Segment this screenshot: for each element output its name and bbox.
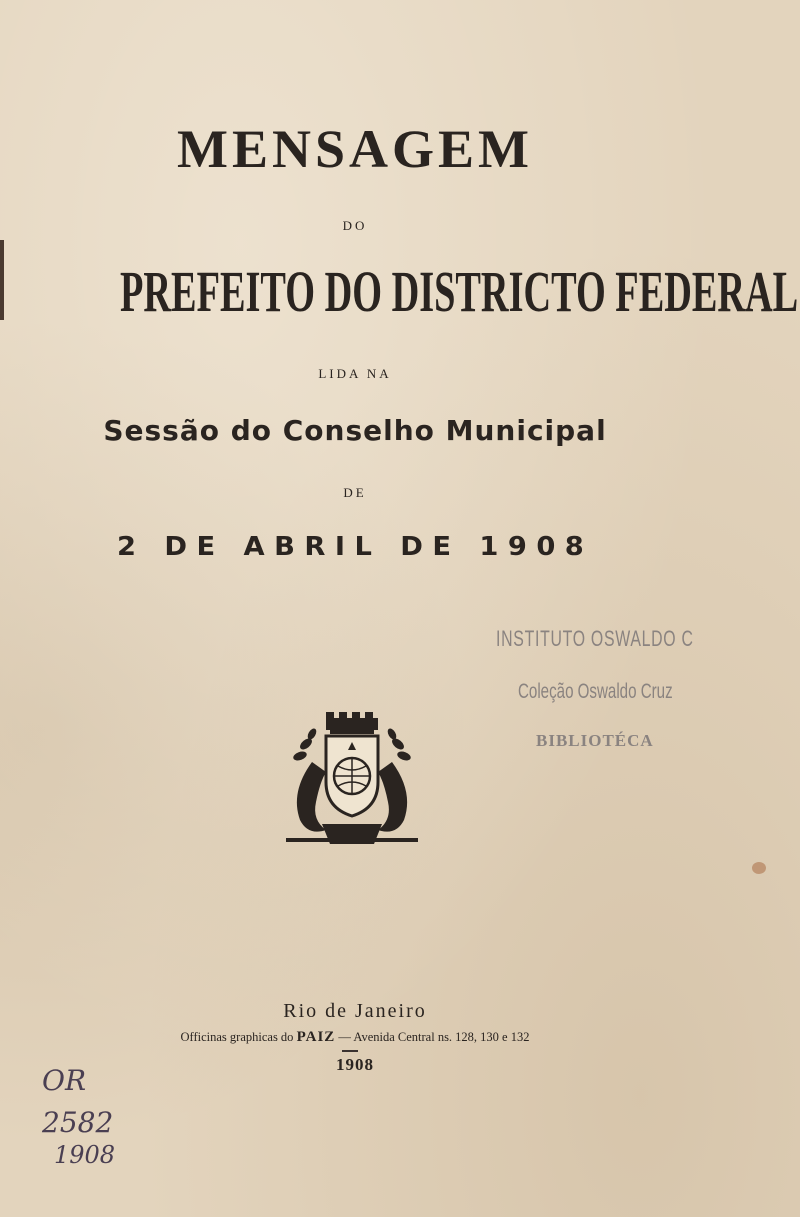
printer-suffix: — Avenida Central ns. 128, 130 e 132 <box>338 1030 530 1044</box>
printer-name: PAIZ <box>296 1029 336 1045</box>
imprint-divider <box>342 1050 358 1052</box>
handwritten-year: 1908 <box>54 1141 116 1169</box>
connector-do: DO <box>342 218 368 233</box>
imprint-city: Rio de Janeiro <box>283 1000 427 1022</box>
imprint-printer <box>0 1029 710 1046</box>
coat-of-arms-icon <box>282 712 422 850</box>
title-date: 2 DE ABRIL DE 1908 <box>116 532 594 562</box>
printer-prefix: Officinas graphicas do <box>180 1030 294 1044</box>
title-prefeito: PREFEITO DO DISTRICTO FEDERAL <box>120 259 799 324</box>
imprint-year: 1908 <box>336 1055 374 1074</box>
stamp-collection: Coleção Oswaldo Cruz <box>518 680 673 703</box>
handwritten-number: 2582 <box>42 1106 114 1139</box>
paper-stain <box>752 862 766 874</box>
title-mensagem: MENSAGEM <box>177 119 533 179</box>
stamp-library: BIBLIOTÉCA <box>536 731 654 750</box>
binding-edge <box>0 240 4 320</box>
stamp-institute: INSTITUTO OSWALDO C <box>496 626 694 651</box>
title-sessao: Sessão do Conselho Municipal <box>103 414 607 447</box>
connector-de: DE <box>343 485 367 500</box>
handwritten-shelf-code: OR <box>42 1064 87 1097</box>
connector-lida-na: LIDA NA <box>318 366 392 381</box>
